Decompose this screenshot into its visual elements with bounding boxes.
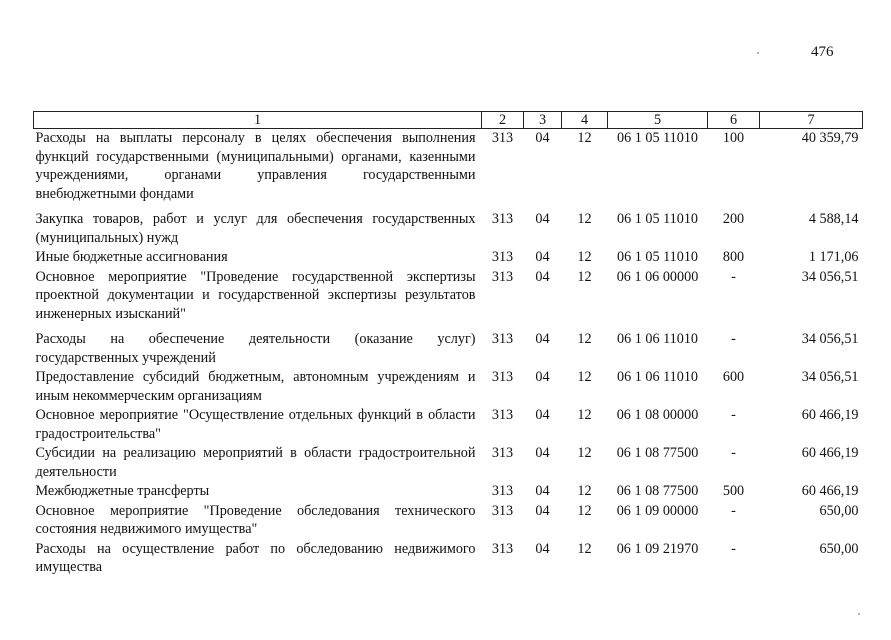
subsection-code: 12: [577, 249, 592, 265]
item-name: Иные бюджетные ассигнования: [35, 249, 228, 265]
ministry-code: 313: [491, 502, 514, 519]
amount: 650,00: [819, 540, 859, 557]
target-article-code: 06 1 09 00000: [616, 502, 699, 519]
item-name: Основное мероприятие "Проведение государственной экспертизы проектной документации и государственной экспертизы результатов инженерных изысканий": [35, 268, 476, 322]
section-code: 04: [535, 331, 550, 347]
item-name: Предоставление субсидий бюджетным, автономным учреждениям и иным некоммерческим организациям: [35, 369, 476, 404]
expense-type-code: 200: [722, 211, 745, 227]
target-article-code: 06 1 06 11010: [616, 369, 699, 385]
target-article-code: 06 1 08 77500: [616, 483, 699, 499]
target-article-code: 06 1 08 00000: [616, 407, 699, 423]
expense-type-code: -: [731, 445, 736, 461]
target-article-code: 06 1 05 11010: [616, 130, 699, 146]
amount: 34 056,51: [801, 331, 859, 347]
table-row: [34, 482, 863, 502]
target-article-code: 06 1 08 77500: [616, 445, 699, 461]
subsection-code: 12: [577, 268, 592, 285]
table-row: [34, 502, 863, 540]
section-code: 04: [535, 540, 550, 557]
amount: 60 466,19: [801, 407, 859, 423]
expense-type-code: -: [731, 540, 736, 557]
item-name: Расходы на осуществление работ по обследованию недвижимого имущества: [35, 540, 476, 575]
table-row: [34, 268, 863, 331]
page-number: 476: [811, 44, 834, 60]
item-name: Основное мероприятие "Осуществление отдельных функций в области градостроительства": [35, 407, 476, 442]
item-name: Расходы на обеспечение деятельности (оказание услуг) государственных учреждений: [35, 331, 476, 366]
table-row: [34, 406, 863, 444]
expense-type-code: 800: [722, 249, 745, 265]
subsection-code: 12: [577, 211, 592, 227]
ministry-code: 313: [491, 268, 514, 285]
item-name: Закупка товаров, работ и услуг для обеспечения государственных (муниципальных) нужд: [35, 211, 476, 246]
ministry-code: 313: [491, 369, 514, 385]
column-header: 5: [608, 112, 708, 129]
table-header: [34, 112, 863, 129]
section-code: 04: [535, 445, 550, 461]
ministry-code: 313: [491, 130, 514, 146]
expense-type-code: -: [731, 407, 736, 423]
section-code: 04: [535, 130, 550, 146]
target-article-code: 06 1 06 00000: [616, 268, 699, 285]
item-name: Межбюджетные трансферты: [35, 483, 210, 499]
subsection-code: 12: [577, 502, 592, 519]
ministry-code: 313: [491, 249, 514, 265]
subsection-code: 12: [577, 369, 592, 385]
ministry-code: 313: [491, 407, 514, 423]
column-header: 2: [482, 112, 524, 129]
section-code: 04: [535, 407, 550, 423]
subsection-code: 12: [577, 130, 592, 146]
column-header: 3: [524, 112, 562, 129]
target-article-code: 06 1 09 21970: [616, 540, 699, 557]
table-row: [34, 368, 863, 406]
expense-type-code: -: [731, 268, 736, 285]
amount: 650,00: [819, 502, 859, 519]
amount: 60 466,19: [801, 445, 859, 461]
section-code: 04: [535, 211, 550, 227]
target-article-code: 06 1 05 11010: [616, 211, 699, 227]
amount: 34 056,51: [801, 369, 859, 385]
target-article-code: 06 1 05 11010: [616, 249, 699, 265]
subsection-code: 12: [577, 540, 592, 557]
section-code: 04: [535, 483, 550, 499]
table-row: [34, 330, 863, 368]
subsection-code: 12: [577, 445, 592, 461]
amount: 1 171,06: [808, 249, 859, 265]
item-name: Основное мероприятие "Проведение обследования технического состояния недвижимого имущества": [35, 502, 476, 537]
amount: 34 056,51: [801, 268, 859, 285]
budget-table: [33, 111, 863, 578]
scan-speck: [858, 613, 860, 615]
ministry-code: 313: [491, 445, 514, 461]
amount: 4 588,14: [808, 211, 859, 227]
item-name: Расходы на выплаты персоналу в целях обеспечения выполнения функций государственными (муниципальными) органами, казенными учреждениями, органами управления государственными внебюджетными фондами: [35, 130, 476, 202]
column-header: 6: [708, 112, 760, 129]
section-code: 04: [535, 249, 550, 265]
subsection-code: 12: [577, 331, 592, 347]
expense-type-code: -: [731, 331, 736, 347]
subsection-code: 12: [577, 407, 592, 423]
table-body: [34, 129, 863, 578]
amount: 60 466,19: [801, 483, 859, 499]
ministry-code: 313: [491, 483, 514, 499]
table-row: [34, 129, 863, 211]
section-code: 04: [535, 369, 550, 385]
table-row: [34, 444, 863, 482]
expense-type-code: -: [731, 502, 736, 519]
section-code: 04: [535, 268, 550, 285]
table-row: [34, 210, 863, 248]
subsection-code: 12: [577, 483, 592, 499]
scan-speck: [757, 52, 759, 54]
expense-type-code: 600: [722, 369, 745, 385]
ministry-code: 313: [491, 211, 514, 227]
ministry-code: 313: [491, 540, 514, 557]
column-header: 1: [34, 112, 482, 129]
section-code: 04: [535, 502, 550, 519]
item-name: Субсидии на реализацию мероприятий в области градостроительной деятельности: [35, 445, 476, 480]
table-row: [34, 540, 863, 578]
expense-type-code: 500: [722, 483, 745, 499]
ministry-code: 313: [491, 331, 514, 347]
column-header: 4: [562, 112, 608, 129]
target-article-code: 06 1 06 11010: [616, 331, 699, 347]
table-row: [34, 248, 863, 268]
expense-type-code: 100: [722, 130, 745, 146]
amount: 40 359,79: [801, 130, 859, 146]
column-header: 7: [760, 112, 863, 129]
